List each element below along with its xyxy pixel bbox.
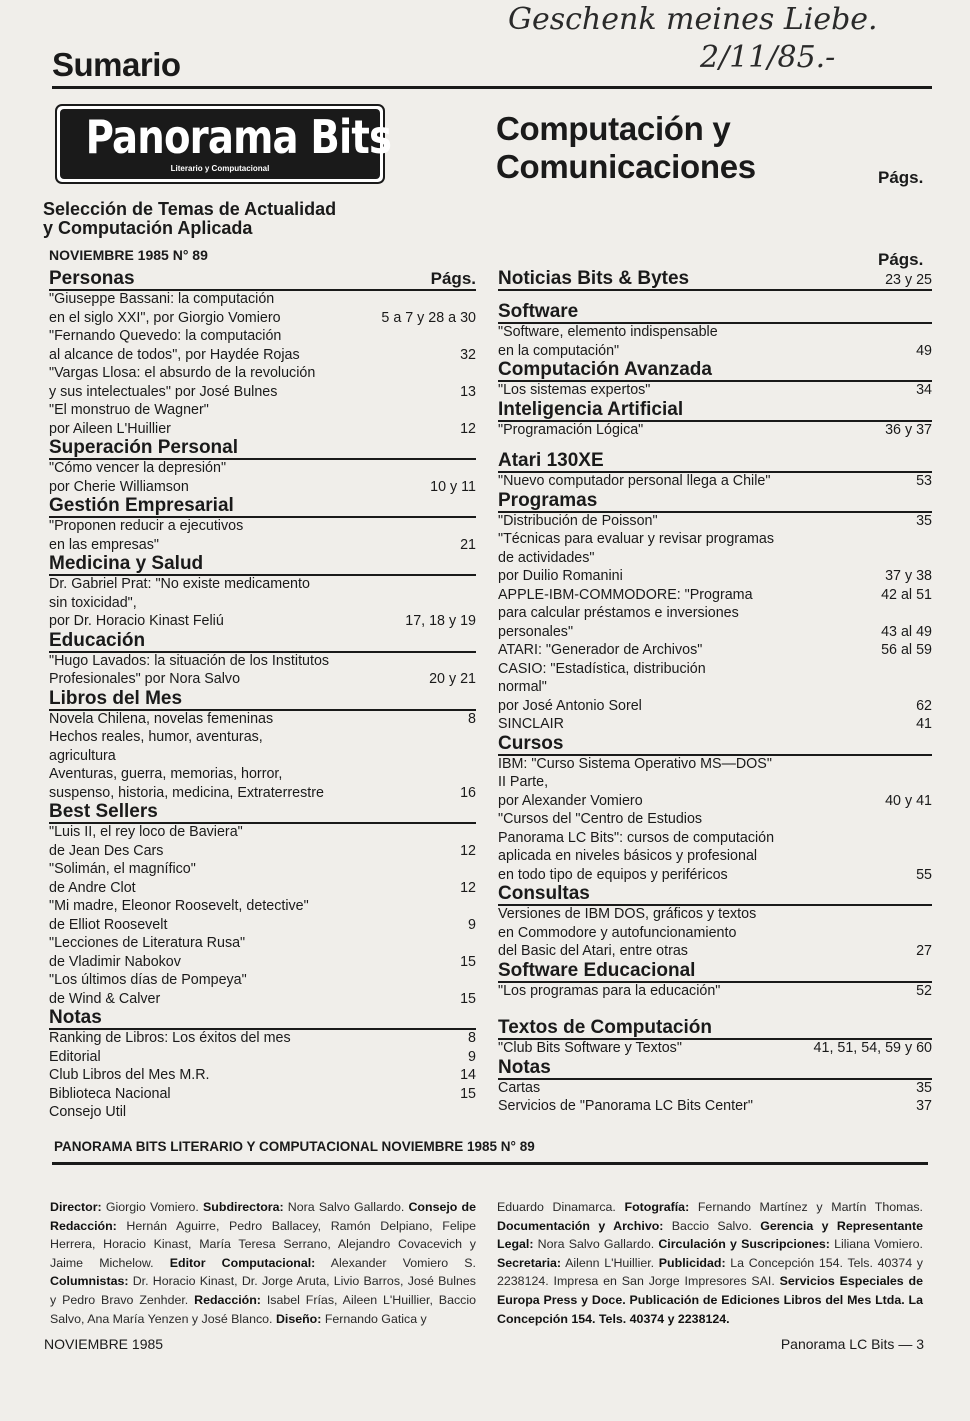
entry-text: CASIO: "Estadística, distribución	[498, 660, 706, 677]
section-heading: Cursos	[498, 732, 564, 754]
credit-names: Alexander Vomiero S.	[315, 1255, 477, 1270]
entry-pages: 49	[916, 342, 932, 359]
credit-names: Giorgio Vomiero.	[101, 1200, 204, 1214]
entry-text: Consejo Util	[49, 1104, 127, 1120]
entry-pages: 15	[460, 953, 476, 970]
entry-text: "Fernando Quevedo: la computación	[49, 328, 282, 344]
entry-text: por Aileen L'Huillier	[49, 420, 171, 437]
entry-text: sin toxicidad",	[49, 594, 137, 611]
right-title-line-1: Computación y	[496, 110, 731, 147]
entry-pages: 37	[916, 1098, 932, 1114]
section-heading: Libros del Mes	[49, 687, 183, 709]
entry-text: "Giuseppe Bassani: la computación	[49, 291, 275, 307]
section-heading: Software	[498, 301, 579, 322]
credit-role: Circulación y Suscripciones:	[658, 1237, 830, 1252]
credit-names: Fernando Martínez y Martín Thomas.	[689, 1200, 923, 1214]
credit-names: La Concepción 154. Tels. 40374 y 2238124. Impresa en San Jorge Impresores SAI.	[497, 1255, 923, 1289]
entry-pages: 5 a 7 y 28 a 30	[381, 309, 476, 326]
entry-text: en las empresas"	[49, 536, 159, 553]
entry-text: por Cherie Williamson	[49, 478, 189, 495]
entry-text: Ranking de Libros: Los éxitos del mes	[49, 1030, 291, 1046]
footer-divider	[52, 1162, 928, 1165]
entry-text: APPLE-IBM-COMMODORE: "Programa	[498, 586, 753, 603]
credit-role: Diseño:	[275, 1311, 322, 1326]
entry-pages: 17, 18 y 19	[405, 613, 476, 629]
handwritten-date: 2/11/85.-	[700, 40, 836, 75]
section-heading: Medicina y Salud	[49, 553, 204, 574]
entry-text: por Dr. Horacio Kinast Feliú	[49, 613, 224, 629]
entry-pages: 12	[460, 879, 476, 896]
entry-text: Panorama LC Bits": cursos de computación	[498, 829, 775, 846]
entry-pages: 13	[460, 383, 476, 400]
credits-left	[50, 1198, 476, 1328]
credit-names: Ailenn L'Huillier.	[561, 1255, 659, 1270]
selection-line-2: y Computación Aplicada	[43, 218, 253, 238]
entry-pages: 14	[460, 1067, 476, 1083]
section-heading: Notas	[49, 1007, 102, 1028]
section-heading: Personas	[49, 268, 135, 289]
entry-text: en el siglo XXI", por Giorgio Vomiero	[49, 309, 281, 326]
credit-names: Nora Salvo Gallardo.	[283, 1200, 409, 1214]
entry-pages: 12	[460, 420, 476, 437]
credit-names: Eduardo Dinamarca.	[497, 1200, 625, 1214]
entry-pages: 52	[916, 982, 932, 999]
credit-role: Editor Computacional:	[169, 1255, 316, 1270]
magazine-logo	[55, 104, 392, 184]
section-heading: Gestión Empresarial	[49, 495, 234, 516]
entry-pages: 15	[460, 1085, 476, 1102]
entry-text: por Duilio Romanini	[498, 568, 623, 584]
selection-line-1: Selección de Temas de Actualidad	[43, 199, 337, 219]
entry-text: Versiones de IBM DOS, gráficos y textos	[498, 906, 757, 922]
section-heading-pages: 23 y 25	[885, 272, 932, 288]
entry-text: en Commodore y autofuncionamiento	[498, 924, 737, 941]
handwritten-dedication: Geschenk meines Liebe.	[508, 2, 878, 37]
entry-text: "Vargas Llosa: el absurdo de la revolución	[49, 365, 316, 381]
entry-text: para calcular préstamos e inversiones	[498, 605, 739, 621]
entry-pages: 21	[460, 536, 476, 553]
section-heading: Educación	[49, 629, 146, 651]
section-heading: Superación Personal	[49, 437, 239, 458]
entry-pages: 41, 51, 54, 59 y 60	[813, 1040, 932, 1056]
entry-text: personales"	[498, 623, 574, 640]
top-divider	[52, 86, 932, 89]
credits-right	[497, 1198, 923, 1328]
entry-text: "Los últimos días de Pompeya"	[49, 972, 247, 988]
credit-names: Baccio Salvo.	[663, 1218, 761, 1233]
entry-text: Club Libros del Mes M.R.	[49, 1067, 210, 1083]
right-title-line-2: Comunicaciones	[496, 148, 756, 185]
entry-text: agricultura	[49, 747, 116, 764]
credit-role: Consejo de Redacción:	[50, 1200, 477, 1233]
entry-pages: 8	[468, 710, 476, 727]
credit-role: Subdirectora:	[203, 1200, 284, 1214]
section-heading-pages: Págs.	[430, 269, 476, 288]
pags-label-top: Págs.	[878, 168, 924, 187]
footer-date: NOVIEMBRE 1985	[44, 1336, 164, 1352]
entry-text: "Programación Lógica"	[498, 421, 644, 438]
pags-label-right: Págs.	[878, 250, 924, 269]
entry-text: por Alexander Vomiero	[498, 792, 643, 809]
entry-text: normal"	[498, 679, 547, 695]
entry-pages: 9	[468, 1048, 476, 1065]
footer-title: PANORAMA BITS LITERARIO Y COMPUTACIONAL NOVIEMBRE 1985 N° 89	[54, 1139, 535, 1154]
section-heading: Best Sellers	[49, 801, 158, 822]
entry-text: "Nuevo computador personal llega a Chile"	[498, 473, 771, 489]
credit-names: Liliana Vomiero.	[829, 1237, 923, 1252]
entry-pages: 15	[460, 990, 476, 1007]
right-column-title	[496, 110, 756, 186]
entry-text: aplicada en niveles básicos y profesional	[498, 848, 758, 864]
entry-text: ATARI: "Generador de Archivos"	[498, 642, 703, 658]
entry-pages: 53	[916, 473, 932, 489]
entry-text: II Parte,	[498, 774, 549, 790]
section-heading: Consultas	[498, 883, 590, 904]
credit-role: Secretaria:	[497, 1255, 562, 1270]
entry-text: "Luis II, el rey loco de Baviera"	[49, 824, 243, 840]
entry-pages: 35	[916, 512, 932, 529]
entry-text: "Mi madre, Eleonor Roosevelt, detective"	[49, 898, 309, 914]
entry-text: "Los sistemas expertos"	[498, 382, 651, 398]
entry-pages: 8	[468, 1030, 476, 1046]
section-rule	[498, 1078, 932, 1080]
credit-names: Dr. Horacio Kinast, Dr. Jorge Aruta, Livio Barros, José Bulnes y Pedro Bravo Zenhder.	[50, 1274, 476, 1307]
credit-role: Fotografía:	[624, 1200, 690, 1214]
section-rule	[498, 289, 932, 291]
entry-pages: 55	[916, 866, 932, 883]
credit-role: Director:	[50, 1200, 102, 1214]
credit-role: Redacción:	[194, 1292, 261, 1307]
entry-pages: 43 al 49	[881, 623, 932, 640]
credit-role: Columnistas:	[50, 1274, 129, 1289]
credit-names: Nora Salvo Gallardo.	[533, 1237, 659, 1252]
entry-text: Profesionales" por Nora Salvo	[49, 671, 241, 687]
credit-role: Gerencia y Representante Legal:	[497, 1218, 923, 1252]
entry-text: Biblioteca Nacional	[49, 1085, 171, 1102]
section-heading: Atari 130XE	[498, 450, 604, 471]
credit-names: Isabel Frías, Aileen L'Huillier, Baccio Salvo, Ana María Yenzen y José Blanco.	[50, 1292, 476, 1326]
entry-pages: 62	[916, 697, 932, 714]
logo-subtitle: Literario y Computacional	[170, 164, 270, 173]
section-heading: Textos de Computación	[498, 1017, 712, 1038]
entry-pages: 35	[916, 1079, 932, 1096]
section-heading: Programas	[498, 489, 598, 511]
entry-text: "Los programas para la educación"	[498, 982, 721, 999]
entry-text: "Técnicas para evaluar y revisar programas	[498, 531, 775, 547]
entry-text: "Cómo vencer la depresión"	[49, 460, 227, 476]
entry-text: SINCLAIR	[498, 716, 564, 732]
entry-pages: 36 y 37	[885, 421, 932, 438]
credit-names: Fernando Gatica y	[321, 1311, 427, 1326]
entry-text: Novela Chilena, novelas femeninas	[49, 710, 274, 727]
credit-role: Publicidad:	[658, 1255, 726, 1270]
entry-pages: 41	[916, 716, 932, 732]
section-heading: Notas	[498, 1056, 551, 1078]
entry-pages: 32	[460, 346, 476, 363]
entry-pages: 10 y 11	[430, 478, 476, 495]
section-heading: Noticias Bits & Bytes	[498, 268, 690, 289]
page-title: Sumario	[52, 46, 181, 83]
entry-text: Hechos reales, humor, aventuras,	[49, 729, 263, 745]
entry-text: de Vladimir Nabokov	[49, 953, 181, 970]
entry-text: "Hugo Lavados: la situación de los Institutos	[49, 652, 330, 669]
entry-text: "Solimán, el magnífico"	[49, 861, 196, 877]
entry-text: de Elliot Roosevelt	[49, 916, 168, 933]
footer-page-number: Panorama LC Bits — 3	[780, 1336, 924, 1352]
entry-text: de actividades"	[498, 549, 595, 566]
entry-text: Servicios de "Panorama LC Bits Center"	[498, 1098, 753, 1114]
entry-text: del Basic del Atari, entre otras	[498, 943, 688, 959]
entry-text: "Distribución de Poisson"	[498, 512, 658, 529]
entry-pages: 27	[916, 943, 932, 959]
issue-label: NOVIEMBRE 1985 N° 89	[49, 247, 208, 263]
entry-pages: 56 al 59	[881, 642, 932, 658]
entry-pages: 12	[460, 842, 476, 859]
entry-text: Editorial	[49, 1048, 101, 1065]
entry-text: "Software, elemento indispensable	[498, 324, 718, 340]
credit-role: Documentación y Archivo:	[497, 1218, 664, 1233]
entry-pages: 34	[916, 382, 932, 398]
entry-text: suspenso, historia, medicina, Extraterrestre	[49, 784, 324, 801]
entry-text: Aventuras, guerra, memorias, horror,	[49, 766, 283, 782]
entry-text: Dr. Gabriel Prat: "No existe medicamento	[49, 576, 310, 592]
entry-text: de Andre Clot	[49, 879, 136, 896]
entry-pages: 40 y 41	[885, 792, 932, 809]
entry-text: y sus intelectuales" por José Bulnes	[49, 383, 278, 400]
entry-pages: 20 y 21	[429, 671, 476, 687]
entry-text: de Wind & Calver	[49, 990, 161, 1007]
entry-text: "Lecciones de Literatura Rusa"	[49, 935, 246, 951]
entry-text: por José Antonio Sorel	[498, 697, 642, 714]
selection-subtitle	[43, 200, 336, 238]
entry-pages: 16	[460, 784, 476, 801]
section-heading: Computación Avanzada	[498, 359, 712, 380]
entry-text: al alcance de todos", por Haydée Rojas	[49, 346, 300, 363]
entry-text: en todo tipo de equipos y periféricos	[498, 866, 728, 883]
entry-text: "Club Bits Software y Textos"	[498, 1040, 682, 1056]
entry-text: "Proponen reducir a ejecutivos	[49, 518, 244, 534]
entry-text: de Jean Des Cars	[49, 842, 164, 859]
entry-text: IBM: "Curso Sistema Operativo MS—DOS"	[498, 755, 772, 772]
credit-role: Servicios Especiales de Europa Press y Doce. Publicación de Ediciones Libros del Mes Ltda. La Concepción 154. Tels. 40374 y 2238124.	[497, 1274, 924, 1326]
section-heading: Inteligencia Artificial	[498, 398, 684, 420]
entry-pages: 37 y 38	[885, 568, 932, 584]
entry-pages: 9	[468, 916, 476, 933]
entry-text: "Cursos del "Centro de Estudios	[498, 811, 703, 827]
entry-pages: 42 al 51	[881, 586, 932, 603]
logo-title: Panorama Bits	[85, 110, 392, 164]
entry-text: en la computación"	[498, 342, 620, 359]
section-heading: Software Educacional	[498, 959, 696, 981]
entry-text: Cartas	[498, 1079, 541, 1096]
entry-text: "El monstruo de Wagner"	[49, 402, 209, 418]
credit-names: Hernán Aguirre, Pedro Ballacey, Ramón Delpiano, Felipe Herrera, Horacio Kinast, María Teresa Serrano, Alejandro Covacevich y Jaime Michelow.	[50, 1218, 476, 1270]
